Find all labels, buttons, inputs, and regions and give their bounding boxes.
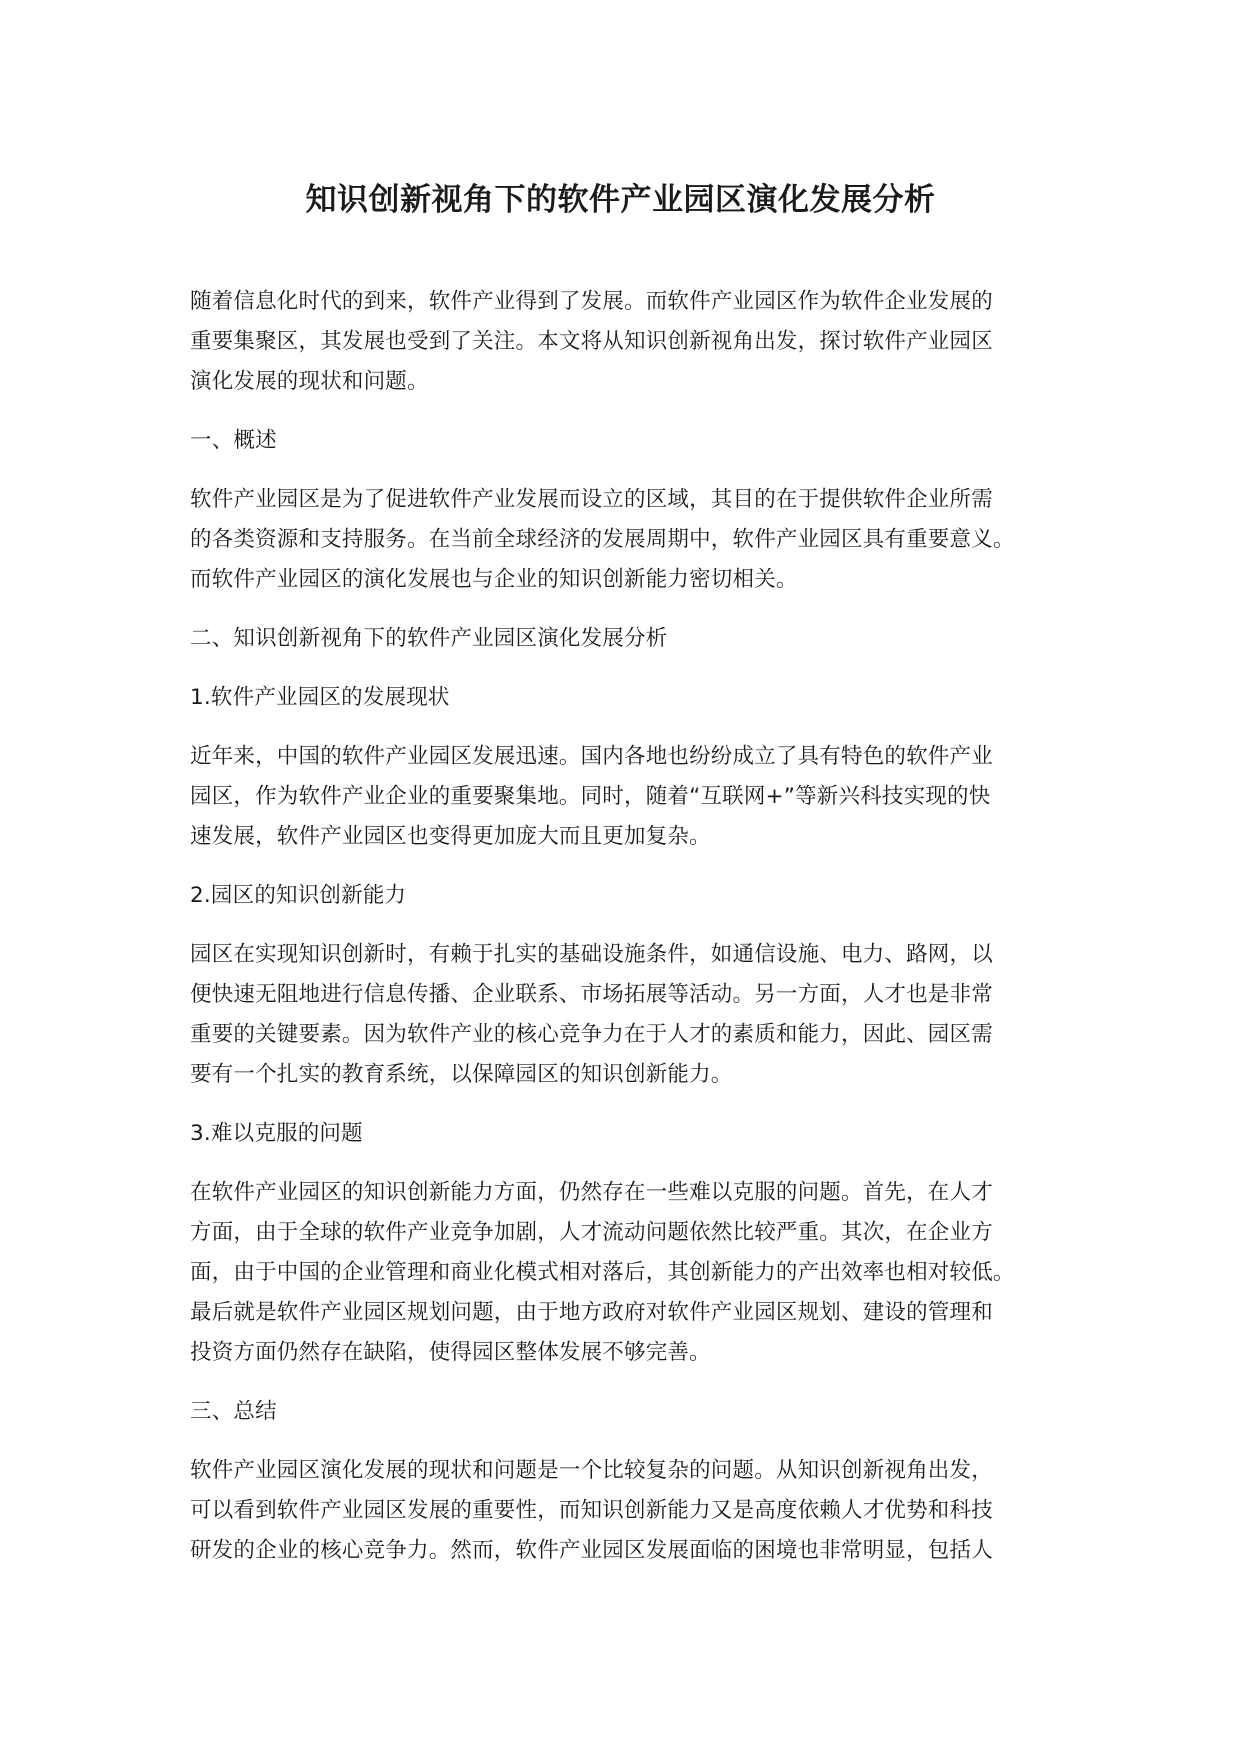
paragraph-line: 演化发展的现状和问题。 xyxy=(190,369,429,394)
section-heading: 一、概述 xyxy=(190,428,277,453)
paragraph-line: 而软件产业园区的演化发展也与企业的知识创新能力密切相关。 xyxy=(190,567,798,592)
paragraph-line: 重要的关键要素。因为软件产业的核心竞争力在于人才的素质和能力，因此、园区需 xyxy=(190,1022,993,1047)
paragraph xyxy=(190,282,1070,402)
paragraph-line: 近年来，中国的软件产业园区发展迅速。国内各地也纷纷成立了具有特色的软件产业 xyxy=(190,744,993,769)
paragraph-line: 重要集聚区，其发展也受到了关注。本文将从知识创新视角出发，探讨软件产业园区 xyxy=(190,329,993,354)
paragraph-line: 方面，由于全球的软件产业竞争加剧，人才流动问题依然比较严重。其次，在企业方 xyxy=(190,1220,993,1245)
paragraph-line: 研发的企业的核心竞争力。然而，软件产业园区发展面临的困境也非常明显，包括人 xyxy=(190,1538,993,1563)
paragraph-line: 投资方面仍然存在缺陷，使得园区整体发展不够完善。 xyxy=(190,1340,711,1365)
paragraph-line: 软件产业园区是为了促进软件产业发展而设立的区域，其目的在于提供软件企业所需 xyxy=(190,487,993,512)
section-heading: 1.软件产业园区的发展现状 xyxy=(190,685,450,710)
section-heading: 2.园区的知识创新能力 xyxy=(190,883,407,908)
paragraph-line: 便快速无阻地进行信息传播、企业联系、市场拓展等活动。另一方面，人才也是非常 xyxy=(190,982,993,1007)
paragraph xyxy=(190,480,1070,600)
paragraph xyxy=(190,737,1070,857)
paragraph-line: 最后就是软件产业园区规划问题，由于地方政府对软件产业园区规划、建设的管理和 xyxy=(190,1300,993,1325)
paragraph-line: 软件产业园区演化发展的现状和问题是一个比较复杂的问题。从知识创新视角出发， xyxy=(190,1458,993,1483)
section-heading: 三、总结 xyxy=(190,1399,277,1424)
paragraph-line: 速发展，软件产业园区也变得更加庞大而且更加复杂。 xyxy=(190,824,711,849)
document-body xyxy=(190,282,1070,1590)
paragraph-line: 园区在实现知识创新时，有赖于扎实的基础设施条件，如通信设施、电力、路网，以 xyxy=(190,942,993,967)
paragraph xyxy=(190,1173,1070,1373)
paragraph-line: 面，由于中国的企业管理和商业化模式相对落后，其创新能力的产出效率也相对较低。 xyxy=(190,1260,1015,1285)
paragraph-line: 在软件产业园区的知识创新能力方面，仍然存在一些难以克服的问题。首先，在人才 xyxy=(190,1180,993,1205)
paragraph-line: 要有一个扎实的教育系统，以保障园区的知识创新能力。 xyxy=(190,1062,733,1087)
section-heading: 二、知识创新视角下的软件产业园区演化发展分析 xyxy=(190,626,668,651)
paragraph-line: 园区，作为软件产业企业的重要聚集地。同时，随着“互联网+”等新兴科技实现的快 xyxy=(190,784,991,809)
document-title: 知识创新视角下的软件产业园区演化发展分析 xyxy=(305,182,936,218)
paragraph-line: 的各类资源和支持服务。在当前全球经济的发展周期中，软件产业园区具有重要意义。 xyxy=(190,527,1015,552)
paragraph-line: 随着信息化时代的到来，软件产业得到了发展。而软件产业园区作为软件企业发展的 xyxy=(190,289,993,314)
paragraph xyxy=(190,935,1070,1095)
paragraph xyxy=(190,1451,1070,1571)
section-heading: 3.难以克服的问题 xyxy=(190,1121,363,1146)
paragraph-line: 可以看到软件产业园区发展的重要性，而知识创新能力又是高度依赖人才优势和科技 xyxy=(190,1498,993,1523)
